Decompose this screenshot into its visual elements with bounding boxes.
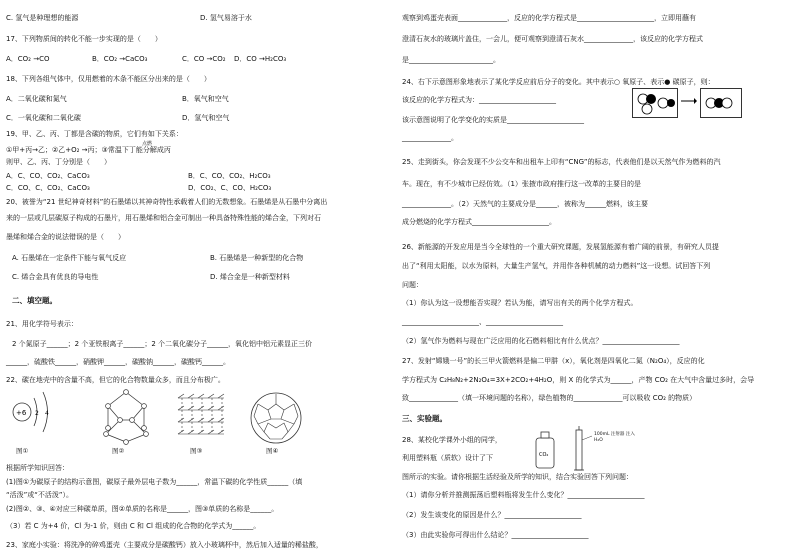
q22-part1: (1)图①为碳原子的结构示意图，碳原子最外层电子数为______，常温下碳的化学性质______（填 xyxy=(6,478,303,486)
q26-part2: （2）氢气作为燃料与现在广泛应用的化石燃料相比有什么优点？______________________ xyxy=(402,337,680,345)
q18-option-d: D．氢气和空气 xyxy=(182,114,230,122)
bottle-label: CO₂ xyxy=(539,452,549,458)
shell-2-label: 4 xyxy=(45,410,49,417)
q25-line1: 25、走到街头，你会发现不少公交车和出租车上印有“CNG”的标志，代表他们是以天然气作为燃料的汽 xyxy=(402,158,721,166)
syringe-label: 100mL 注射器 注入 H₂O xyxy=(594,432,635,443)
q27-line2: 学方程式为 C₂H₈N₂+2N₂O₄=3X+2CO₂+4H₂O，则 X 的化学式为______，产物 CO₂ 在大气中含量过多时，会导 xyxy=(402,376,755,384)
q22-part3: （3）若 C 为+4 价，Cl 为-1 价，则由 C 和 Cl 组成的化合物的化学式为______。 xyxy=(6,522,261,530)
q16-option-d: D. 氢气易溶于水 xyxy=(200,14,252,22)
right-column xyxy=(402,0,790,560)
figure-3-caption: 图③ xyxy=(190,447,203,455)
q19-relations: ①甲+丙→乙；②乙+O₂ →丙；③常温下丁能分解成丙 xyxy=(6,146,171,154)
carbon-atom-diagram xyxy=(10,386,56,444)
q19-stem: 19、甲、乙、丙、丁都是含碳的物质，它们有如下关系： xyxy=(6,130,183,138)
q20-option-a: A. 石墨烯在一定条件下能与氧气反应 xyxy=(12,254,127,262)
q19-option-d: D．CO₂、C、CO、H₂CO₃ xyxy=(188,184,272,192)
q21-line1: 2 个氮原子______；2 个亚铁根离子______；2 个二氧化碳分子______，氧化铝中铝元素显正三价 xyxy=(12,340,313,348)
q25-line2: 车。现在，有不少城市已经仿效。（1）张掖市政府推行这一改革的主要目的是 xyxy=(402,180,641,188)
figure-4-caption: 图④ xyxy=(266,447,279,455)
q23-line3: 澄清石灰水的玻璃片盖住，一会儿，便可观察到澄清石灰水______________，该反应的化学方程式 xyxy=(402,35,703,43)
q18-stem: 18、下列各组气体中，仅用燃着的木条不能区分出来的是（ ） xyxy=(6,75,211,83)
q21-line2: ______，硫酸铁______，硝酸钾______，碳酸钠______，碳酸钙______。 xyxy=(6,358,230,366)
q24-essence: 该示意图说明了化学变化的实质是______________________ xyxy=(402,116,584,124)
q24-stem: 24、右下示意图形象地表示了某化学反应前后分子的变化。其中表示○ 氧原子、表示● 碳原子，则： xyxy=(402,78,715,86)
figure-2-caption: 图② xyxy=(112,447,125,455)
shell-1-label: 2 xyxy=(35,410,39,417)
q22-part1-cont: “活泼”或“不活泼”）。 xyxy=(6,491,74,499)
q27-line1: 27、发射“嫦娥一号”的长三甲火箭燃料是偏二甲肼（x），氧化剂是四氧化二氮（N₂O₄），反应的化 xyxy=(402,357,705,365)
q17-option-b: B．CO₂ →CaCO₃ xyxy=(92,55,148,63)
q23-line4: 是________________________。 xyxy=(402,56,500,64)
q28-part1: （1）请你分析并推测振荡后塑料瓶将发生什么变化？______________________ xyxy=(402,491,645,499)
q26-part1: （1）你认为这一设想能否实现？若认为能，请写出有关的两个化学方程式。 xyxy=(402,299,638,307)
q17-option-d: D．CO →H₂CO₃ xyxy=(234,55,287,63)
q26-line3: 问题： xyxy=(402,281,423,289)
q24-equation: 该反应的化学方程式为：______________________ xyxy=(402,96,556,104)
q19-option-a: A．C、CO、CO₂、CaCO₃ xyxy=(6,172,90,180)
q26-line1: 26、新能源的开发应用是当今全球性的一个重大研究课题，发展氢能源有着广阔的前景，有研究人员提 xyxy=(402,243,719,251)
q20-option-b: B. 石墨烯是一种新型的化合物 xyxy=(210,254,304,262)
section-experiment-heading: 三、实验题。 xyxy=(402,414,447,423)
q26-line2: 出了“利用太阳能，以水为原料，大量生产氢气，并用作各种机械的动力燃料”这一设想。试回答下列 xyxy=(402,262,711,270)
nucleus-label: +6 xyxy=(16,409,27,417)
q16-option-c: C. 氢气是种理想的能源 xyxy=(6,14,79,22)
q19-option-b: B．C、CO、CO₂、H₂CO₃ xyxy=(188,172,271,180)
left-column xyxy=(2,0,390,560)
q19-ignite-label: 点燃 xyxy=(142,141,153,147)
q17-option-c: C．CO →CO₂ xyxy=(182,55,226,63)
figure-1-caption: 图① xyxy=(16,447,29,455)
q22-part2: (2)图②、③、④对应三种碳单质，图②单质的名称是______，图③单质的名称是______。 xyxy=(6,505,279,513)
q25-line3: ______________。（2）天然气的主要成分是______，被称为______燃料，该主要 xyxy=(402,200,648,208)
diamond-structure-diagram xyxy=(94,388,158,446)
q21-stem: 21、用化学符号表示： xyxy=(6,320,78,328)
q22-stem: 22、碳在地壳中的含量不高，但它的化合物数量众多，而且分布极广。 xyxy=(6,376,225,384)
q18-option-c: C．一氧化碳和二氧化碳 xyxy=(6,114,81,122)
q20-option-c: C. 烯合金具有优良的导电性 xyxy=(12,273,99,281)
c60-structure-diagram xyxy=(248,390,304,446)
q20-line3: 墨烯和烯合金的说法错误的是（ ） xyxy=(6,233,125,241)
q22-prompt: 根据所学知识回答： xyxy=(6,464,69,472)
q23-line2: 观察到鸡蛋壳表面______________，反应的化学方程式是______________________，立即用蘸有 xyxy=(402,14,696,22)
q18-option-a: A．二氧化碳和氮气 xyxy=(6,95,67,103)
q26-part1-blanks: ______________________、______________________ xyxy=(402,318,563,326)
reactant-molecules-box xyxy=(632,88,678,118)
q20-line1: 20、被誉为“21 世纪神奇材料”的石墨烯以其神奇特性承载着人们的无数想象。石墨烯是从石墨中分离出 xyxy=(6,198,328,206)
q17-stem: 17、下列物质间的转化不能一步实现的是（ ） xyxy=(6,35,162,43)
q28-line2: 利用塑料瓶（质软）设计了下 xyxy=(402,454,493,462)
q23-stem: 23、家庭小实验：将洗净的碎鸡蛋壳（主要成分是碳酸钙）放入小玻璃杯中，然后加入适量的稀盐酸， xyxy=(6,541,323,549)
q28-line1: 28、某校化学课外小组的同学， xyxy=(402,436,502,444)
q28-line3: 图所示的实验。请你根据生活经验及所学的知识，结合实验回答下列问题： xyxy=(402,473,633,481)
product-molecules-box xyxy=(700,88,742,118)
q19-question: 则甲、乙、丙、丁分别是（ ） xyxy=(6,158,111,166)
q18-option-b: B．氧气和空气 xyxy=(182,95,229,103)
q20-line2: 来的一层或几层碳原子构成的石墨片，用石墨烯和铝合金可制出一种具备特殊性能的烯合金，下列对石 xyxy=(6,214,321,222)
q28-part3: （3）由此实验你可得出什么结论？______________________ xyxy=(402,531,589,539)
q25-line4: 成分燃烧的化学方程式______________________。 xyxy=(402,218,556,226)
q17-option-a: A．CO₂ →CO xyxy=(6,55,50,63)
q20-option-d: D. 烯合金是一种新型材料 xyxy=(210,273,290,281)
q27-line3: 致______________（填一环境问题的名称），绿色植物的______________可以吸收 CO₂ 的物质） xyxy=(402,394,697,402)
graphite-structure-diagram xyxy=(174,390,228,444)
section-fill-in-heading: 二、填空题。 xyxy=(12,296,57,305)
q24-essence-cont: ______________。 xyxy=(402,134,458,142)
reaction-arrow-icon xyxy=(680,96,698,106)
q19-option-c: C．CO、C、CO₂、CaCO₃ xyxy=(6,184,90,192)
q28-part2: （2）发生该变化的原因是什么？______________________ xyxy=(402,511,582,519)
